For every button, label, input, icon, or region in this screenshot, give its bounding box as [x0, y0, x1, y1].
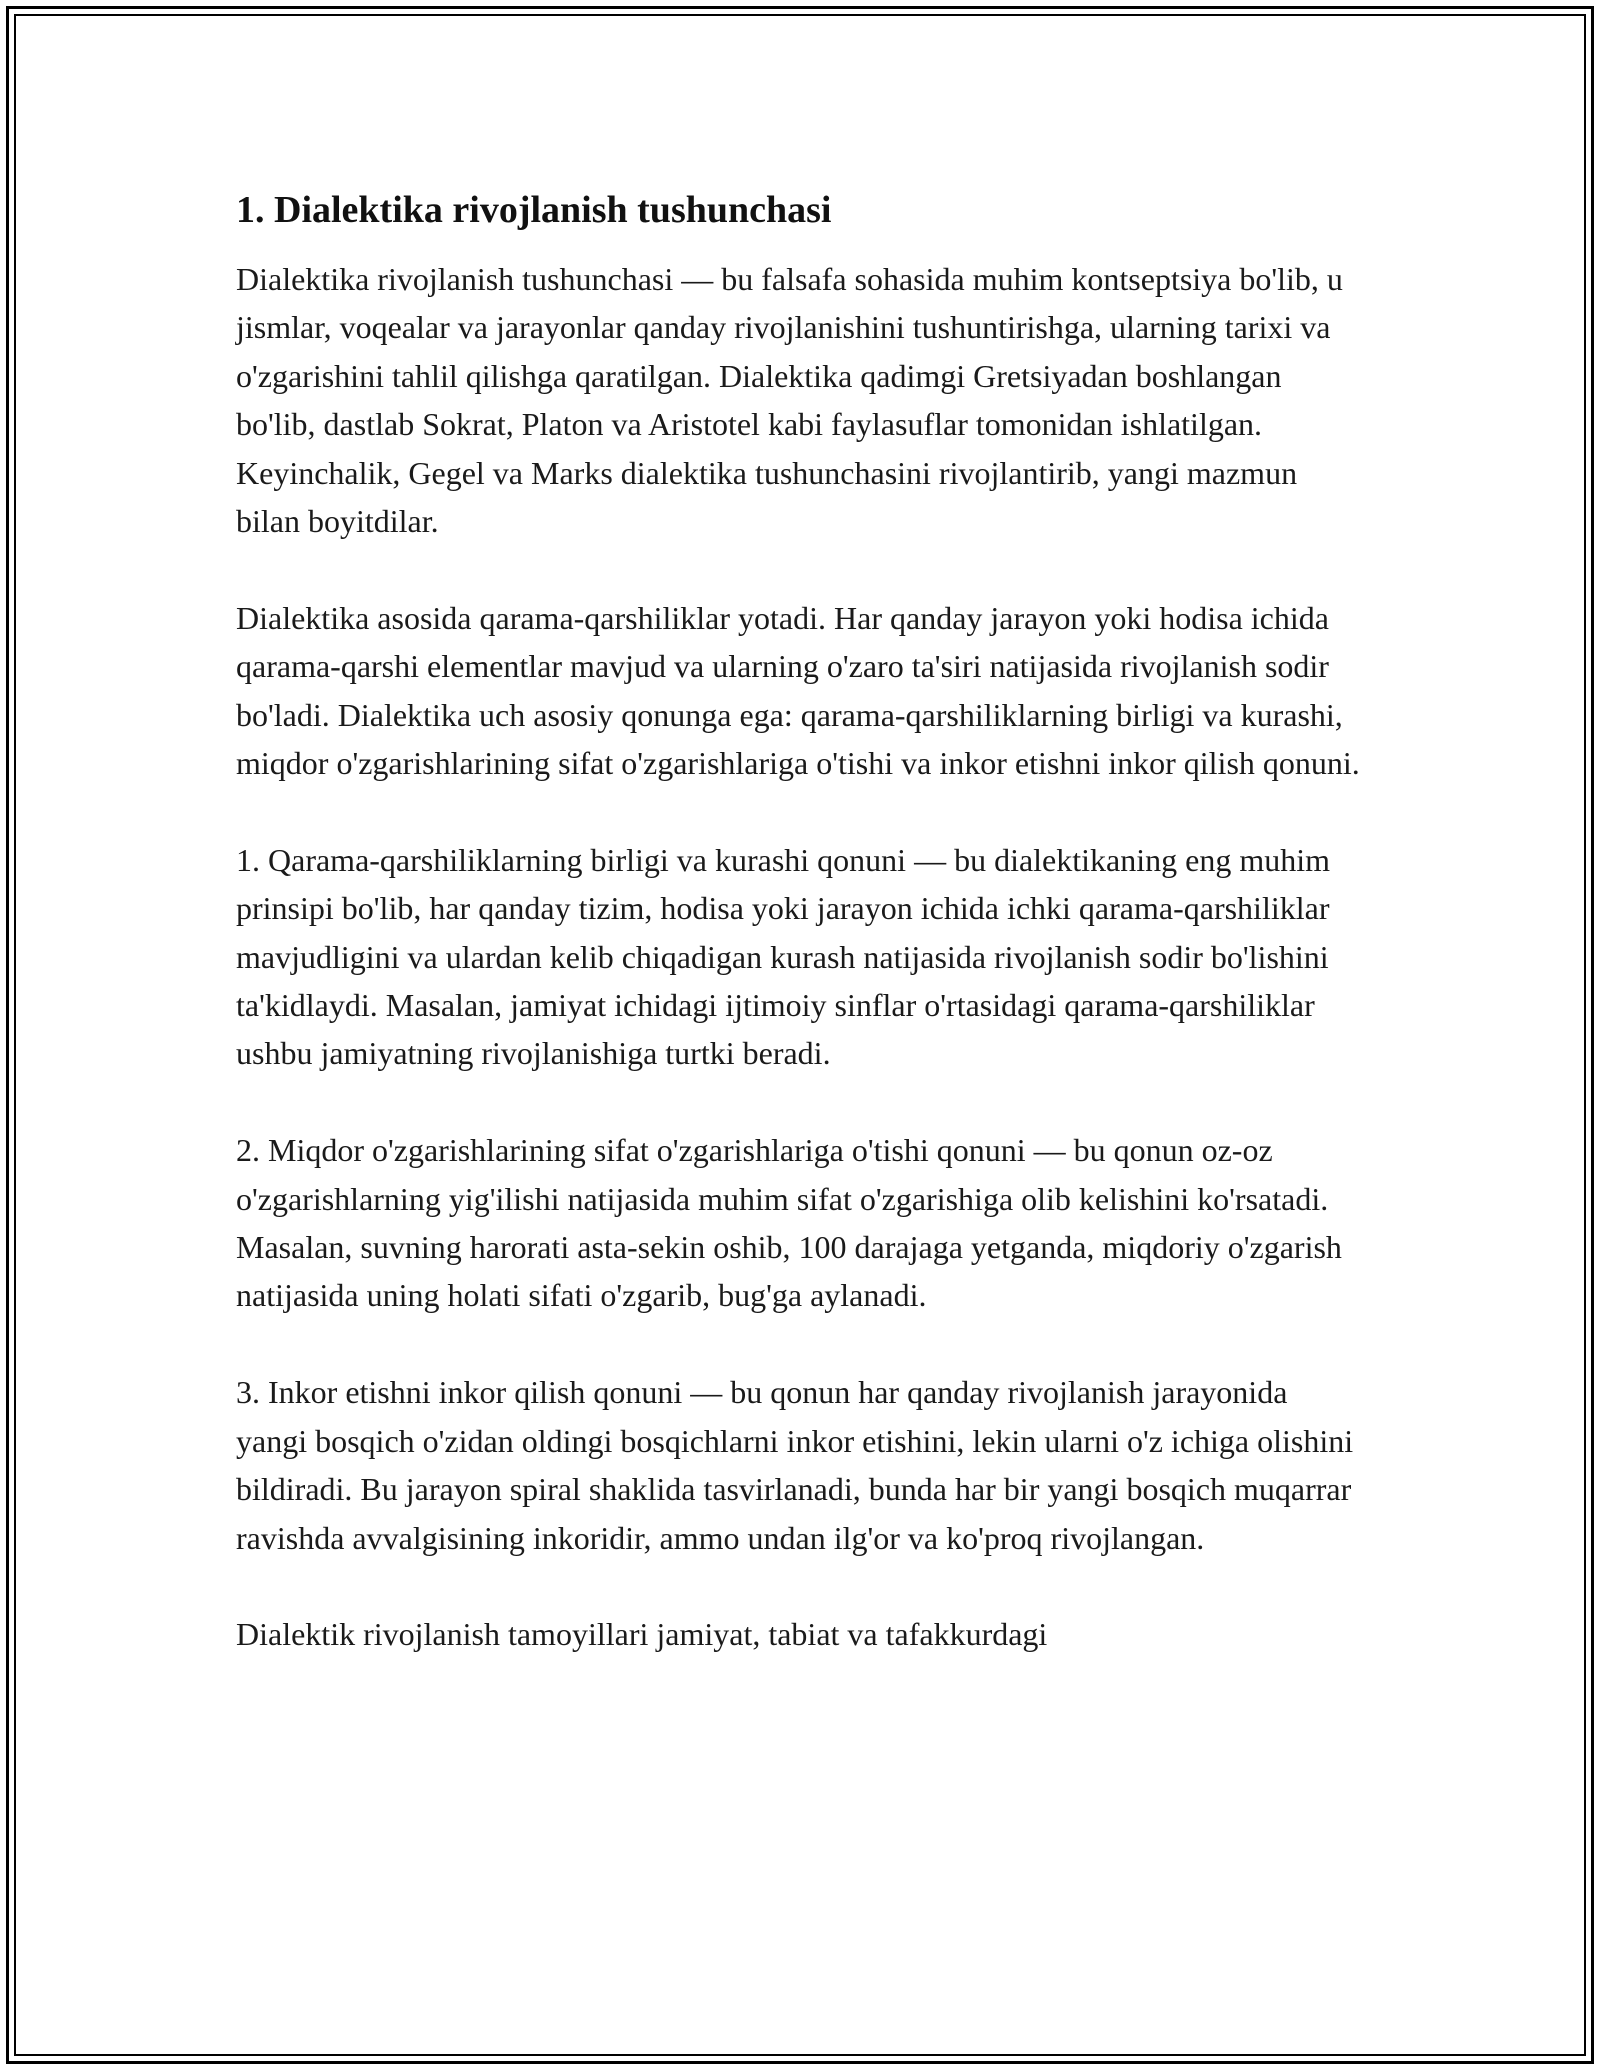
document-body [236, 185, 1366, 1707]
paragraph-law-2: 2. Miqdor o'zgarishlarining sifat o'zgarishlariga o'tishi qonuni — bu qonun oz-oz o'zgarishlarning yig'ilishi natijasida muhim sifat o'zgarishiga olib kelishini ko'rsatadi. Masalan, suvning harorati asta-sekin oshib, 100 darajaga yetganda, miqdoriy o'zgarish natijasida uning holati sifati o'zgarib, bug'ga aylanadi. [236, 1132, 1342, 1314]
paragraph-law-1: 1. Qarama-qarshiliklarning birligi va kurashi qonuni — bu dialektikaning eng muhim prinsipi bo'lib, har qanday tizim, hodisa yoki jarayon ichida ichki qarama-qarshiliklar mavjudligini va ulardan kelib chiqadigan kurash natijasida rivojlanish sodir bo'lishini ta'kidlaydi. Masalan, jamiyat ichidagi ijtimoiy sinflar o'rtasidagi qarama-qarshiliklar ushbu jamiyatning rivojlanishiga turtki beradi. [236, 841, 1330, 1072]
paragraph-intro: Dialektika rivojlanish tushunchasi — bu falsafa sohasida muhim kontseptsiya bo'lib, u jismlar, voqealar va jarayonlar qanday rivojlanishini tushuntirishga, ularning tarixi va o'zgarishini tahlil qilishga qaratilgan. Dialektika qadimgi Gretsiyadan boshlangan bo'lib, dastlab Sokrat, Platon va Aristotel kabi faylasuflar tomonidan ishlatilgan. Keyinchalik, Gegel va Marks dialektika tushunchasini rivojlantirib, yangi mazmun bilan boyitdilar. [236, 261, 1343, 540]
paragraph-law-3: 3. Inkor etishni inkor qilish qonuni — bu qonun har qanday rivojlanish jarayonida yangi bosqich o'zidan oldingi bosqichlarni inkor etishini, lekin ularni o'z ichiga olishini bildiradi. Bu jarayon spiral shaklida tasvirlanadi, bunda har bir yangi bosqich muqarrar ravishda avvalgisining inkoridir, ammo undan ilg'or va ko'proq rivojlangan. [236, 1374, 1354, 1556]
section-heading: 1. Dialektika rivojlanish tushunchasi [236, 189, 832, 231]
paragraph-contradictions: Dialektika asosida qarama-qarshiliklar yotadi. Har qanday jarayon yoki hodisa ichida qarama-qarshi elementlar mavjud va ularning o'zaro ta'siri natijasida rivojlanish sodir bo'ladi. Dialektika uch asosiy qonunga ega: qarama-qarshiliklarning birligi va kurashi, miqdor o'zgarishlarining sifat o'zgarishlariga o'tishi va inkor etishni inkor qilish qonuni. [236, 599, 1360, 782]
paragraph-closing: Dialektik rivojlanish tamoyillari jamiyat, tabiat va tafakkurdagi [236, 1616, 1048, 1653]
